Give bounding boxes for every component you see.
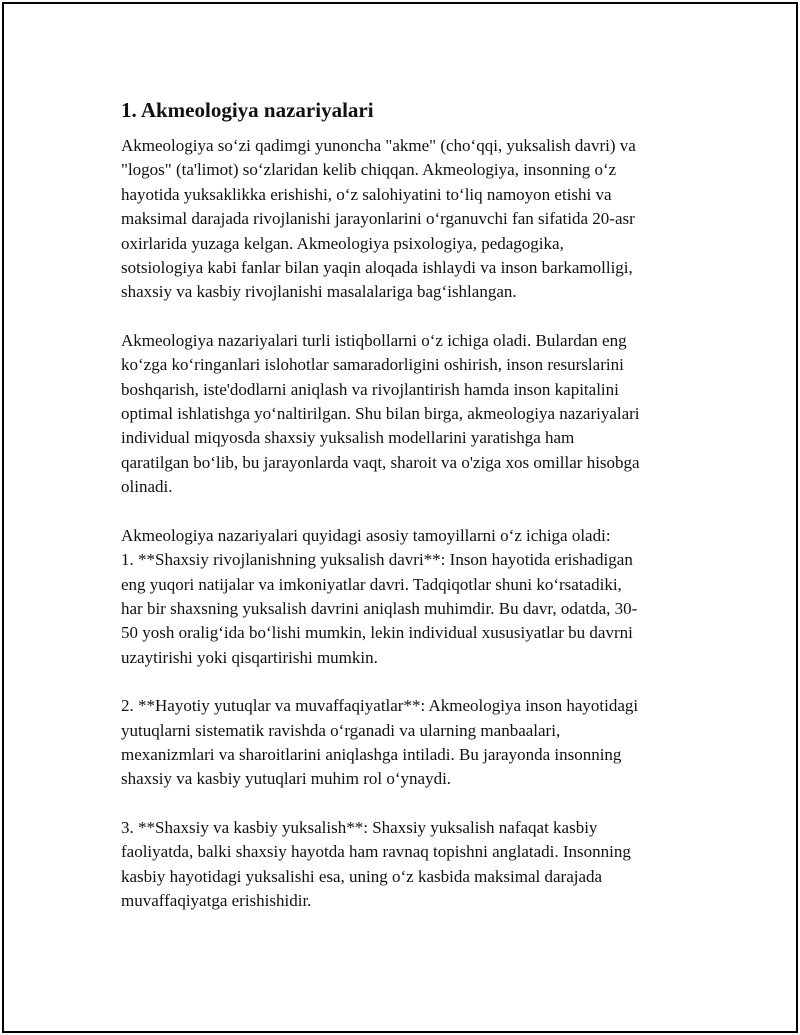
paragraph-principle-2: 2. **Hayotiy yutuqlar va muvaffaqiyatlar**: Akmeologiya inson hayotidagi yutuqlarni sistematik ravishda o‘rganadi va ularning manbaalari, mexanizmlari va sharoitlarini aniqlashga intiladi. Bu jarayonda insonning shaxsiy va kasbiy yutuqlari muhim rol o‘ynaydi.: [121, 696, 639, 789]
paragraph-intro: Akmeologiya so‘zi qadimgi yunoncha "akme" (cho‘qqi, yuksalish davri) va "logos" (ta'limot) so‘zlaridan kelib chiqqan. Akmeologiya, insonning o‘z hayotida yuksaklikka erishishi, o‘z salohiyatini to‘liq namoyon etishi va maksimal darajada rivojlanishi jarayonlarini o‘rganuvchi fan sifatida 20-asr oxirlarida yuzaga kelgan. Akmeologiya psixologiya, pedagogika, sotsiologiya kabi fanlar bilan yaqin aloqada ishlaydi va inson barkamolligi, shaxsiy va kasbiy rivojlanishi masalalariga bag‘ishlangan.: [121, 136, 636, 302]
paragraph-principle-3: 3. **Shaxsiy va kasbiy yuksalish**: Shaxsiy yuksalish nafaqat kasbiy faoliyatda, balki shaxsiy hayotda ham ravnaq topishni anglatadi. Insonning kasbiy hayotidagi yuksalishi esa, uning o‘z kasbida maksimal darajada muvaffaqiyatga erishishidir.: [121, 817, 631, 910]
paragraph-principle-1: Akmeologiya nazariyalari quyidagi asosiy tamoyillarni o‘z ichiga oladi: 1. **Shaxsiy rivojlanishning yuksalish davri**: Inson hayotida erishadigan eng yuqori natijalar va imkoniyatlar davri. Tadqiqotlar shuni ko‘rsatadiki, har bir shaxsning yuksalish davrini aniqlash muhimdir. Bu davr, odatda, 30- 50 yosh oralig‘ida bo‘lishi mumkin, lekin individual xususiyatlar bu davrni uzaytirishi yoki qisqartirishi mumkin.: [121, 525, 638, 667]
page-frame: [2, 2, 798, 1033]
document-body: [121, 96, 691, 937]
paragraph-theories: Akmeologiya nazariyalari turli istiqbollarni o‘z ichiga oladi. Bulardan eng ko‘zga ko‘ringanlari islohotlar samaradorligini oshirish, inson resurslarini boshqarish, iste'dodlarni aniqlash va rivojlantirish hamda inson kapitalini optimal ishlatishga yo‘naltirilgan. Shu bilan birga, akmeologiya nazariyalari individual miqyosda shaxsiy yuksalish modellarini yaratishga ham qaratilgan bo‘lib, bu jarayonlarda vaqt, sharoit va o'ziga xos omillar hisobga olinadi.: [121, 330, 640, 497]
section-heading: 1. Akmeologiya nazariyalari: [121, 98, 374, 122]
